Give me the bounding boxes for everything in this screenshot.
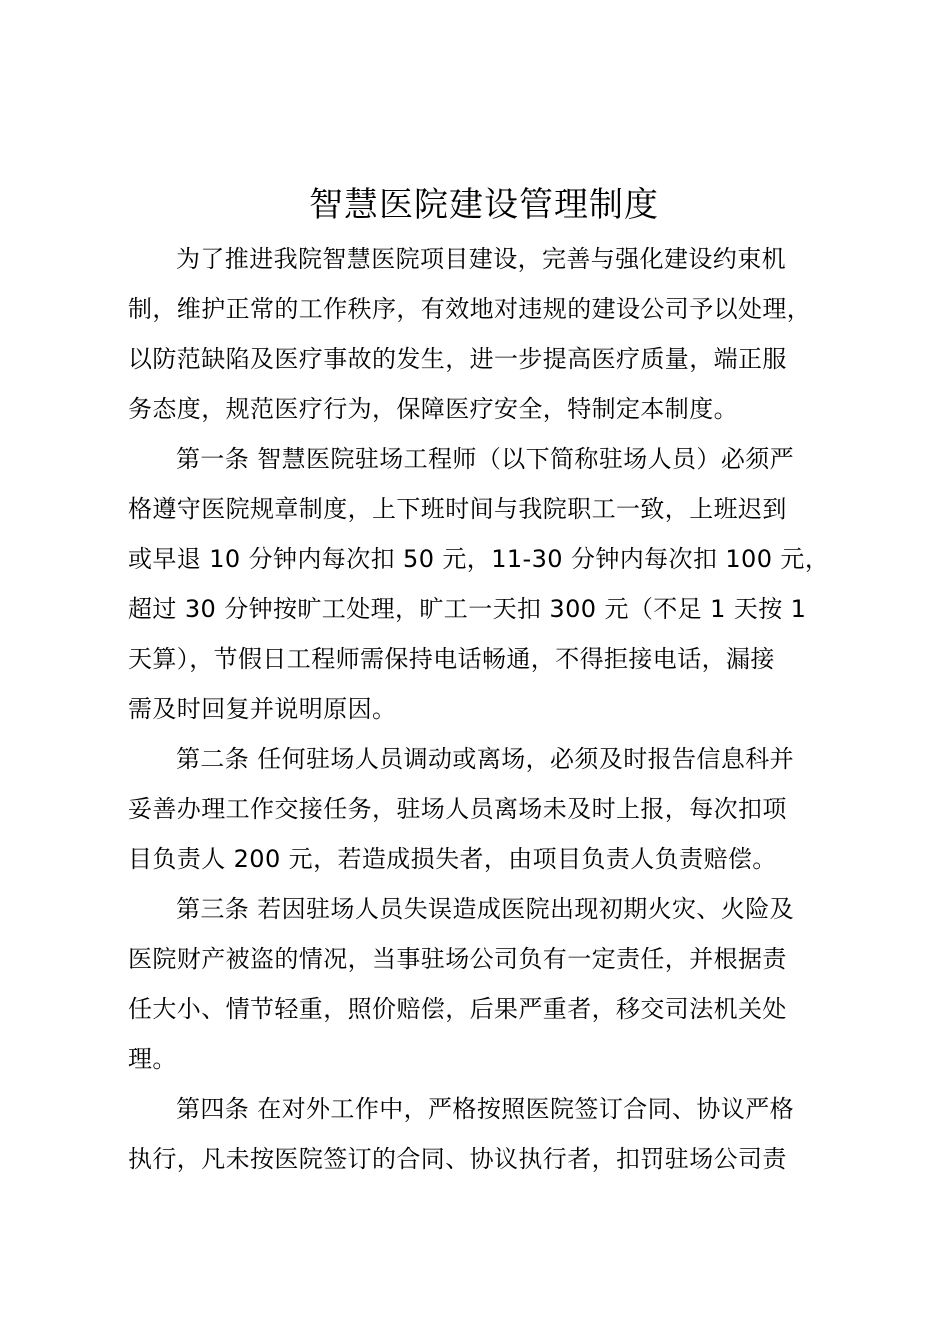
text-line: 理。: [128, 1045, 177, 1073]
text-line: 执行，凡未按医院签订的合同、协议执行者，扣罚驻场公司责: [128, 1145, 787, 1173]
paragraph-article-3: [128, 884, 840, 1084]
text-line: 第一条 智慧医院驻场工程师（以下简称驻场人员）必须严: [176, 445, 795, 473]
text-line: 第三条 若因驻场人员失误造成医院出现初期火灾、火险及: [176, 895, 795, 923]
text-line: 医院财产被盗的情况，当事驻场公司负有一定责任，并根据责: [128, 945, 787, 973]
document-title: 智慧医院建设管理制度: [309, 185, 659, 225]
paragraph-intro: [128, 234, 840, 434]
text-line: 以防范缺陷及医疗事故的发生，进一步提高医疗质量，端正服: [128, 345, 787, 373]
text-line: 目负责人 200 元，若造成损失者，由项目负责人负责赔偿。: [128, 845, 777, 873]
text-line: 为了推进我院智慧医院项目建设，完善与强化建设约束机: [176, 245, 786, 273]
paragraph-article-4: [128, 1084, 840, 1184]
text-line: 务态度，规范医疗行为，保障医疗安全，特制定本制度。: [128, 395, 738, 423]
text-line: 任大小、情节轻重，照价赔偿，后果严重者，移交司法机关处: [128, 995, 787, 1023]
text-line: 超过 30 分钟按旷工处理，旷工一天扣 300 元（不足 1 天按 1: [128, 595, 807, 623]
text-line: 妥善办理工作交接任务，驻场人员离场未及时上报，每次扣项: [128, 795, 787, 823]
paragraph-article-1: [128, 434, 840, 734]
text-line: 需及时回复并说明原因。: [128, 695, 397, 723]
text-line: 制，维护正常的工作秩序，有效地对违规的建设公司予以处理，: [128, 295, 812, 323]
text-line: 或早退 10 分钟内每次扣 50 元，11-30 分钟内每次扣 100 元，: [128, 545, 830, 573]
text-line: 第二条 任何驻场人员调动或离场，必须及时报告信息科并: [176, 745, 795, 773]
text-line: 第四条 在对外工作中，严格按照医院签订合同、协议严格: [176, 1095, 795, 1123]
document-page: [128, 176, 840, 1184]
paragraph-article-2: [128, 734, 840, 884]
text-line: 格遵守医院规章制度，上下班时间与我院职工一致，上班迟到: [128, 495, 787, 523]
text-line: 天算），节假日工程师需保持电话畅通，不得拒接电话，漏接: [128, 645, 775, 673]
